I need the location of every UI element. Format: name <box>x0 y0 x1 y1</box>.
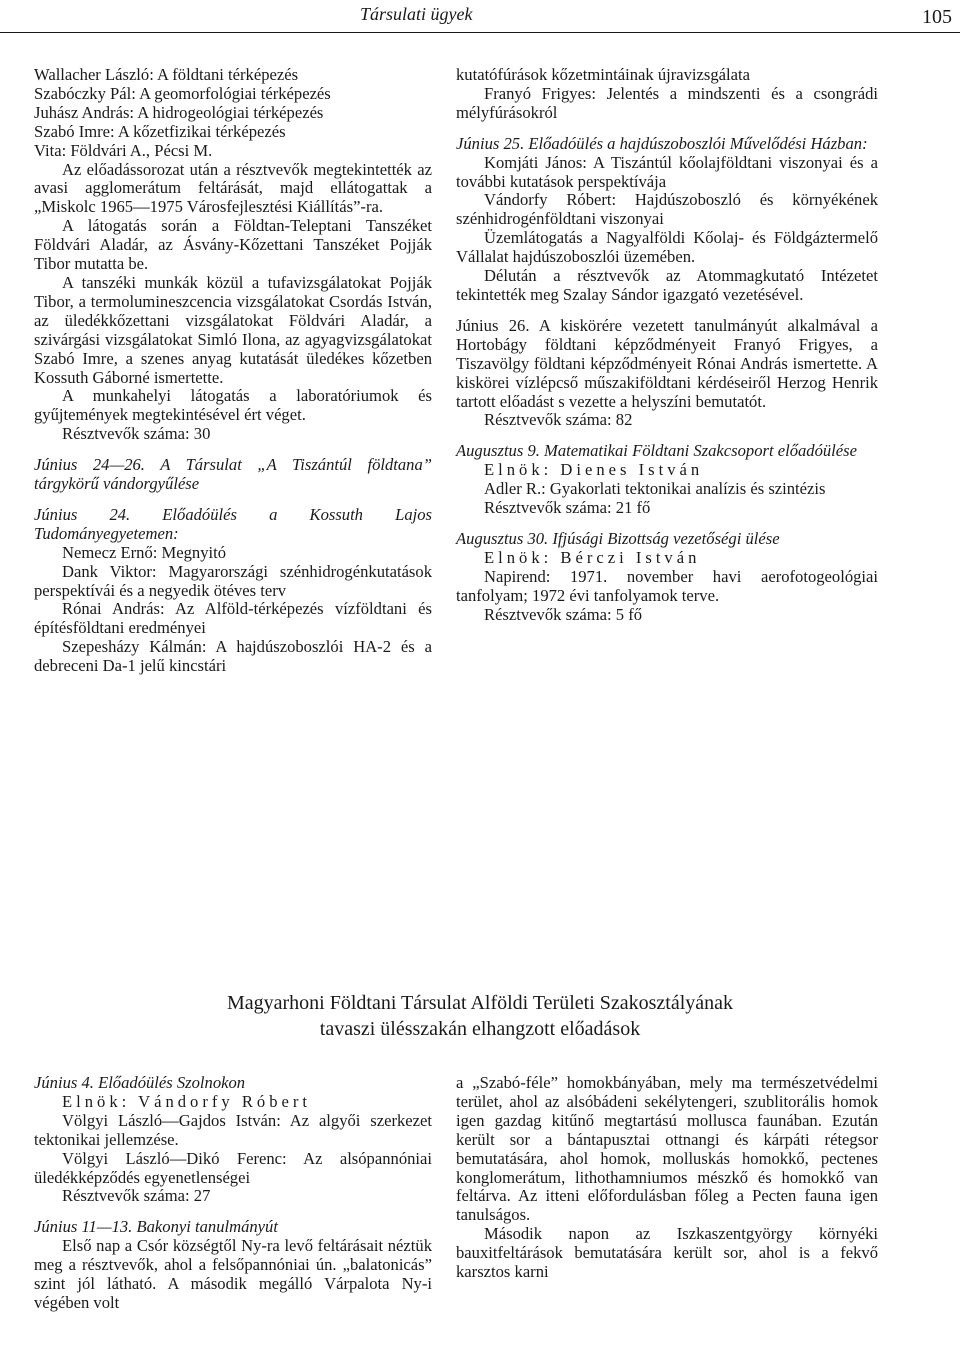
chair: Elnök: Dienes István <box>484 460 704 480</box>
paragraph: Komjáti János: A Tiszántúl kőolajföldtani viszonyai és a további kutatások perspektívája <box>456 152 878 191</box>
attendance: Résztvevők száma: 82 <box>484 410 633 430</box>
paragraph: Juhász András: A hidrogeológiai térképezés <box>34 102 324 122</box>
event-heading: Június 24—26. A Társulat „A Tiszántúl földtana” tárgykörű vándorgyűlése <box>34 455 432 494</box>
paragraph: Szabóczky Pál: A geomorfológiai térképezés <box>34 83 331 103</box>
attendance: Résztvevők száma: 21 fő <box>484 498 651 518</box>
event-heading: Június 25. Előadóülés a hajdúszoboszlói Művelődési Házban: <box>456 133 868 153</box>
paragraph: Délután a résztvevők az Atommagkutató Intézetet tekintették meg Szalay Sándor igazgató vezetésével. <box>456 266 878 304</box>
paragraph: Napirend: 1971. november havi aerofotogeológiai tanfolyam; 1972 évi tanfolyamok terve. <box>456 566 878 605</box>
event-heading: Augusztus 30. Ifjúsági Bizottság vezetőségi ülése <box>456 528 780 548</box>
paragraph: Szabó Imre: A kőzetfizikai térképezés <box>34 121 286 141</box>
event-heading: Augusztus 9. Matematikai Földtani Szakcsoport előadóülése <box>456 441 857 461</box>
lower-left-column <box>34 1074 432 1313</box>
event-heading: Június 4. Előadóülés Szolnokon <box>34 1073 246 1092</box>
paragraph: Dank Viktor: Magyarországi szénhidrogénkutatások perspektívái és a negyedik ötéves terv <box>34 561 432 600</box>
section-title-line: tavaszi ülésszakán elhangzott előadások <box>319 1018 641 1040</box>
attendance: Résztvevők száma: 30 <box>62 424 211 444</box>
paragraph: Nemecz Ernő: Megnyitó <box>62 542 227 562</box>
section-title-line: Magyarhoni Földtani Társulat Alföldi Területi Szakosztályának <box>226 992 734 1014</box>
paragraph: A munkahelyi látogatás a laboratóriumok és gyűjtemények megtekintésével ért véget. <box>34 386 432 425</box>
paragraph: Wallacher László: A földtani térképezés <box>34 65 299 84</box>
paragraph: A tanszéki munkák közül a tufavizsgálatokat Pojják Tibor, a termolumineszcencia vizsgálatokat Csordás István, az üledékkőzettani vizsgálatokat Földvári Aladár, a szivárgási vizsgálatokat Simló Ilona, az agyagvizsgálatokat Szabó Imre, a szenes anyag kutatását üledékes kőzetben Kossuth Gáborné ismertette. <box>34 272 432 387</box>
chair: Elnök: Bérczi István <box>484 547 701 567</box>
upper-right-column <box>456 66 878 624</box>
paragraph: Rónai András: Az Alföld-térképezés vízföldtani és építésföldtani eredményei <box>34 599 432 638</box>
paragraph: a „Szabó-féle” homokbányában, mely ma természetvédelmi terület, ahol az alsóbádeni sekélytengeri, szublitorális homok igen gazdag kitűnő megtartású mollusca faunában. Ezután került sor a bántapusztai ottnangi és kárpáti rétegsor bemutatására, ahol homok, molluskás homokkő, pectenes konglomerátum, lithothamniumos mészkő és homokkő van feltárva. Az itteni előfordulásban főleg a Pecten fauna igen tanulságos. <box>456 1073 878 1225</box>
event-heading: Június 24. Előadóülés a Kossuth Lajos Tudományegyetemen: <box>34 504 432 543</box>
running-head <box>0 4 960 33</box>
paragraph: Völgyi László—Gajdos István: Az algyői szerkezet tektonikai jellemzése. <box>34 1110 432 1149</box>
paragraph: Franyó Frigyes: Jelentés a mindszenti és a csongrádi mélyfúrásokról <box>456 83 878 122</box>
paragraph: Első nap a Csór községtől Ny-ra levő feltárásait néztük meg a résztvevők, ahol a felsőpannóniai ún. „balatonicás” szint jól látható. A második megálló Várpalota Ny-i végében volt <box>34 1236 432 1312</box>
paragraph: Vita: Földvári A., Pécsi M. <box>34 140 213 160</box>
paragraph: Szepesházy Kálmán: A hajdúszoboszlói HA-2 és a debreceni Da-1 jelű kincstári <box>34 637 432 676</box>
event-heading: Június 11—13. Bakonyi tanulmányút <box>34 1217 278 1237</box>
paragraph: Üzemlátogatás a Nagyalföldi Kőolaj- és Földgáztermelő Vállalat hajdúszoboszlói üzemében. <box>456 228 878 267</box>
attendance: Résztvevők száma: 27 <box>62 1186 211 1206</box>
lower-right-column <box>456 1074 878 1282</box>
paragraph: Második napon az Iszkaszentgyörgy környéki bauxitfeltárások bemutatására került sor, ahol is a fekvő karsztos karni <box>456 1224 878 1282</box>
paragraph: Az előadássorozat után a résztvevők megtekintették az avasi agglomerátum feltárását, majd ellátogattak a „Miskolc 1965—1975 Városfejlesztési Kiállítás”-ra. <box>34 159 432 217</box>
paragraph: Vándorfy Róbert: Hajdúszoboszló és környékének szénhidrogénföldtani viszonyai <box>456 190 878 229</box>
running-head-title: Társulati ügyek <box>360 4 473 24</box>
section-title <box>40 990 920 1042</box>
paragraph: kutatófúrások kőzetmintáinak újravizsgálata <box>456 65 750 84</box>
upper-left-column <box>34 66 432 676</box>
chair: Elnök: Vándorfy Róbert <box>62 1091 311 1111</box>
paragraph: Június 26. A kiskörére vezetett tanulmányút alkalmával a Hortobágy földtani képződményeit Franyó Frigyes, a Tiszavölgy földtani képződményeit Rónai András ismertette. A kiskörei vízlépcső műszakiföldtani kérdéseiről Herzog Henrik tartott előadást s vezette a helyszíni bemutatót. <box>456 315 878 411</box>
attendance: Résztvevők száma: 5 fő <box>484 604 643 624</box>
paragraph: A látogatás során a Földtan-Teleptani Tanszéket Földvári Aladár, az Ásvány-Kőzettani Tanszéket Pojják Tibor mutatta be. <box>34 216 432 274</box>
paragraph: Völgyi László—Dikó Ferenc: Az alsópannóniai üledékképződés egyenetlenségei <box>34 1148 432 1187</box>
page-number: 105 <box>922 6 952 28</box>
paragraph: Adler R.: Gyakorlati tektonikai analízis és szintézis <box>484 479 826 499</box>
